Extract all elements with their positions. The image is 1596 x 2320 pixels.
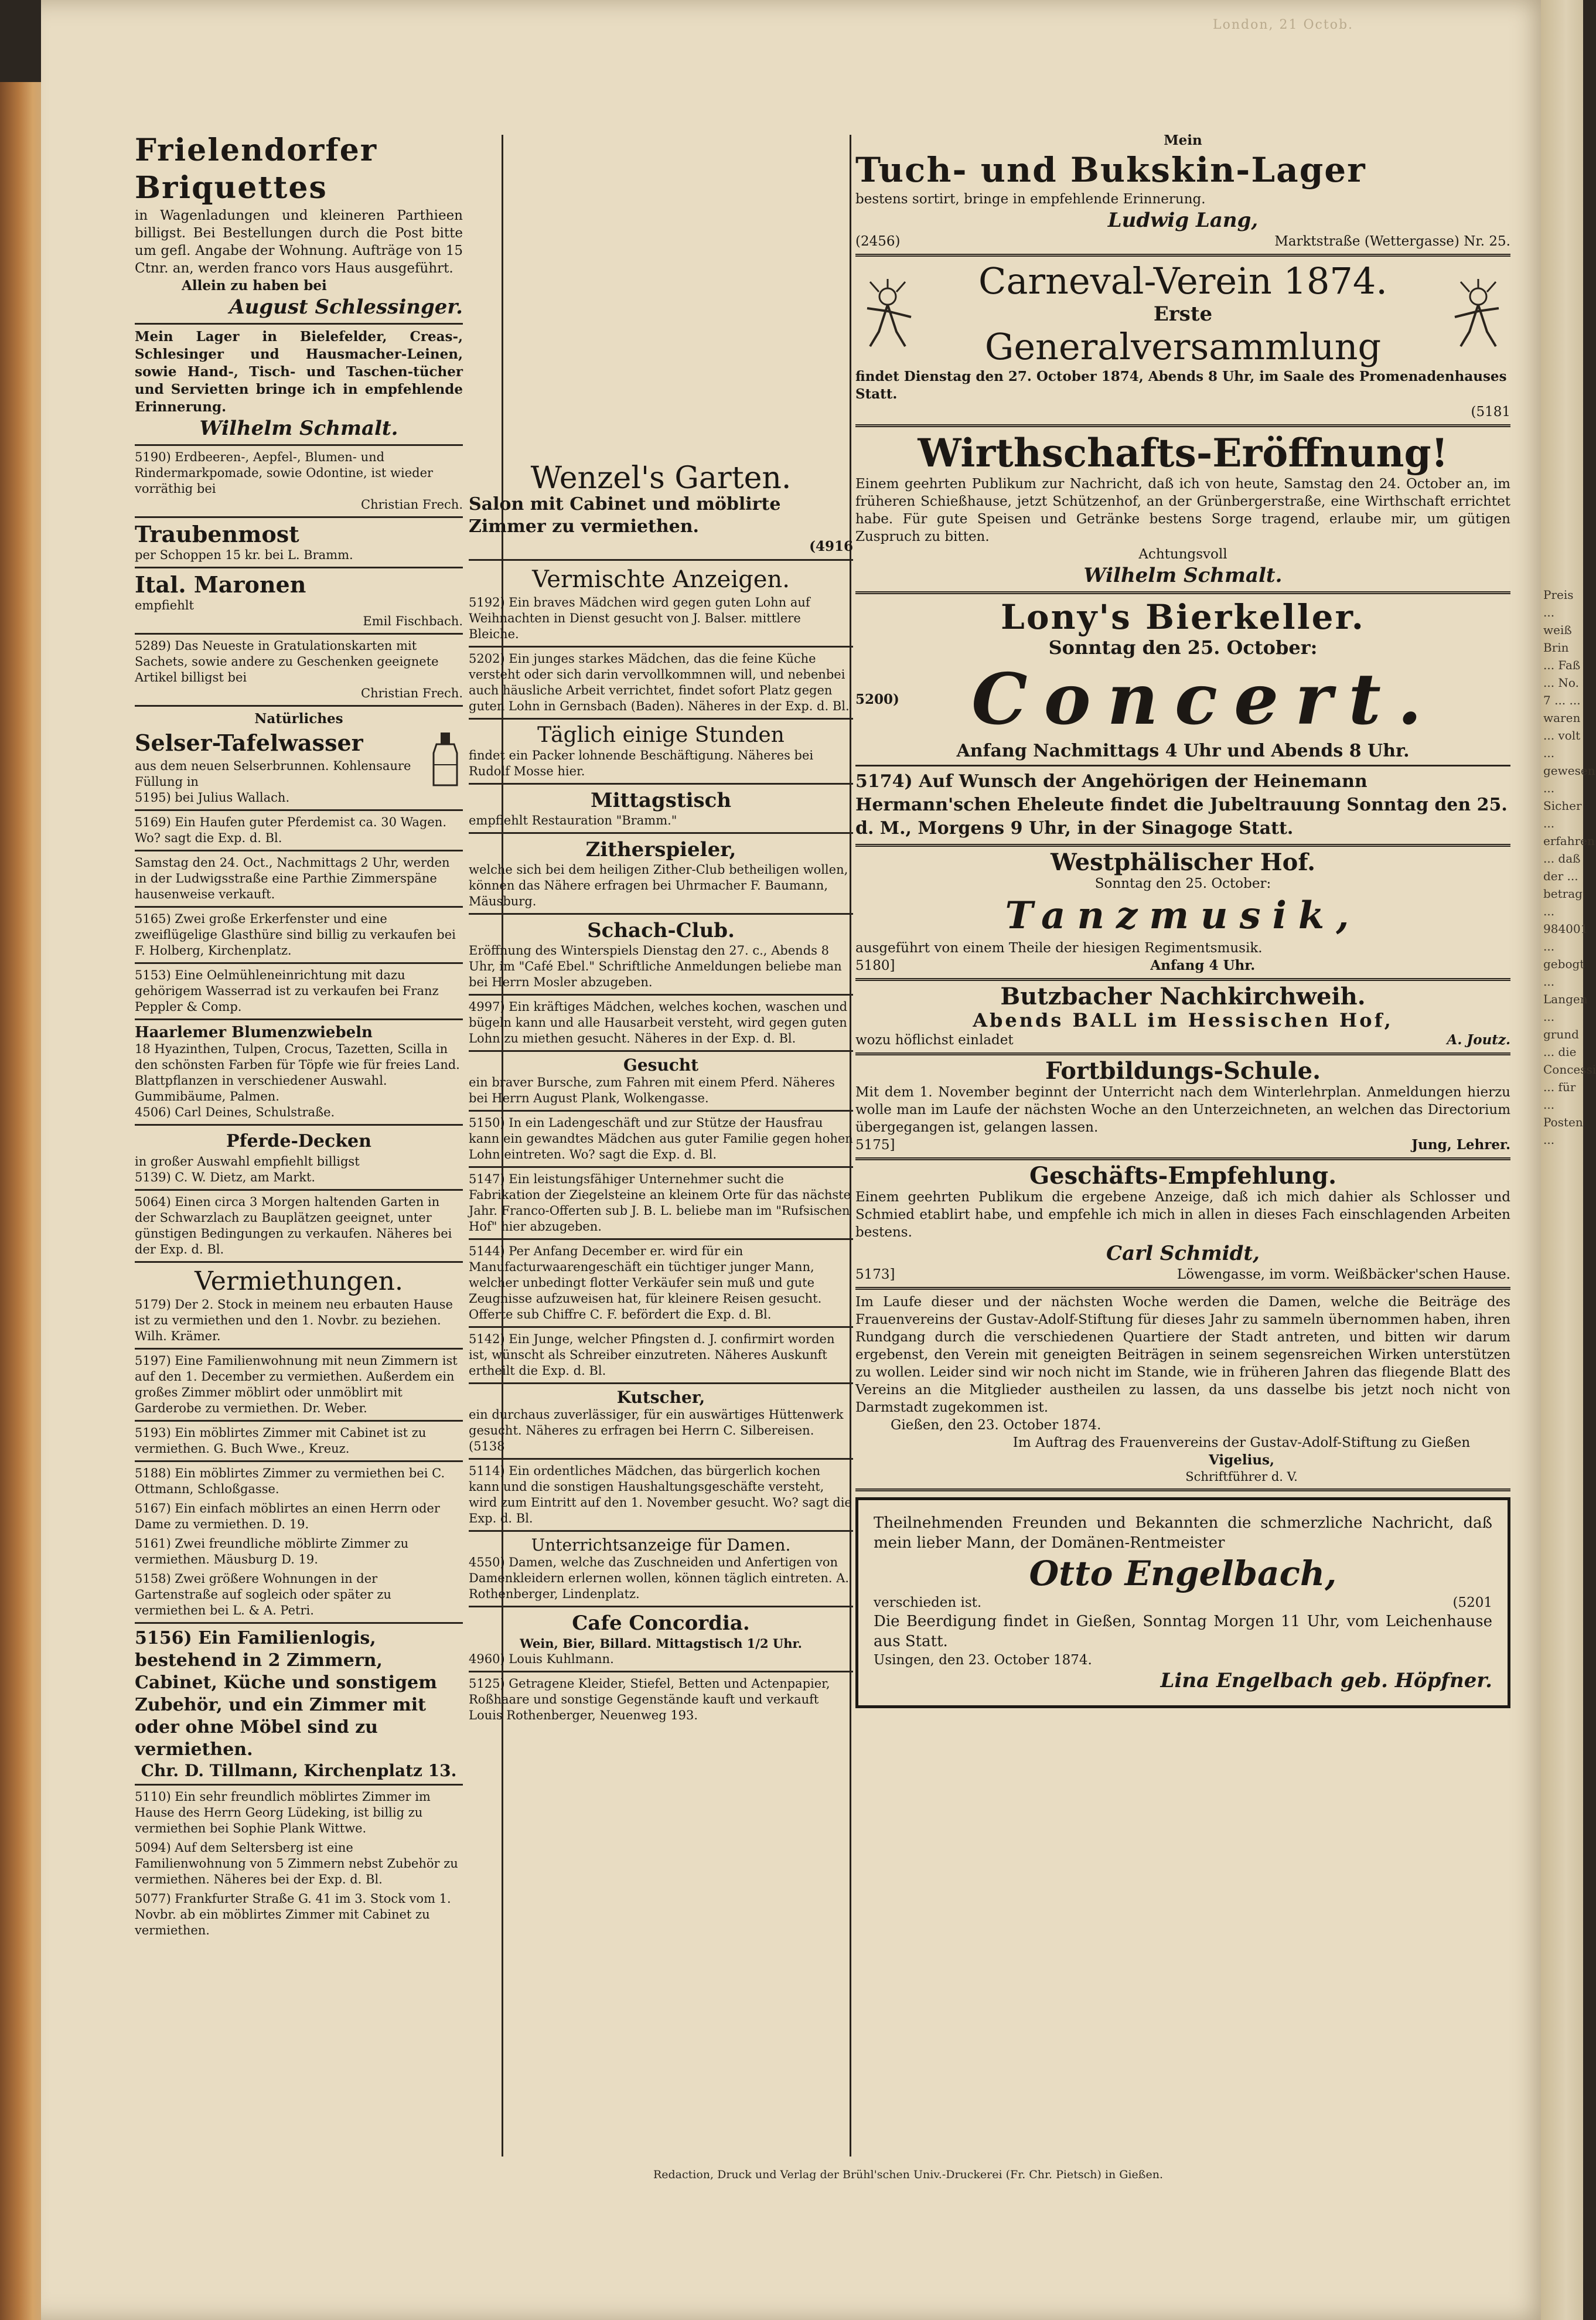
ad-title: Täglich einige Stunden	[537, 723, 785, 747]
ad-zimmerspaene: Samstag den 24. Oct., Nachmittags 2 Uhr, werden in der Ludwigsstraße eine Parthie Zimmerspäne hausenweise verkauft.	[135, 856, 450, 901]
ad-vermietung: 5110) Ein sehr freundlich möblirtes Zimmer im Hause des Herrn Georg Lüdeking, ist billig zu vermiethen bei Sophie Plank Wittwe.	[135, 1790, 431, 1835]
ad-signature: Chr. D. Tillmann, Kirchenplatz 13.	[141, 1761, 457, 1780]
ad-vermietung: 5179) Der 2. Stock in meinem neu erbauten Hause ist zu vermiethen und den 1. Novbr. zu beziehen. Wilh. Krämer.	[135, 1297, 453, 1343]
ad-wirthschaft	[855, 431, 1510, 588]
bottle-icon	[428, 730, 463, 788]
ad-title: Kutscher,	[616, 1388, 705, 1407]
ad-text: empfiehlt	[135, 598, 194, 612]
ad-altwaren: 5125) Getragene Kleider, Stiefel, Betten und Actenpapier, Roßhaare und sonstige Gegenstände kauft und verkauft Louis Rothenberger, Neuenweg 193.	[469, 1677, 830, 1722]
ad-title: Frielendorfer Briquettes	[135, 132, 378, 206]
ad-title: Wirthschafts-Eröffnung!	[918, 430, 1448, 476]
ad-zither	[469, 837, 853, 909]
ad-blumenzwiebeln	[135, 1024, 463, 1120]
notice-place: Usingen, den 23. October 1874.	[874, 1653, 1092, 1668]
ad-signature: Christian Frech.	[361, 686, 463, 700]
ad-butzbach	[855, 984, 1510, 1049]
ad-signature: Wilhelm Schmalt.	[1083, 564, 1283, 587]
ad-signature: Christian Frech.	[361, 498, 463, 512]
ad-vermietung: 5167) Ein einfach möblirtes an einen Herrn oder Dame zu vermiethen. D. 19.	[135, 1501, 440, 1531]
ad-stellenanzeige: 4997) Ein kräftiges Mädchen, welches kochen, waschen und bügeln kann und alle Hausarbeit versteht, wird gegen guten Lohn zu miethen gesucht. Näheres in der Exp. d. Bl.	[469, 1000, 848, 1045]
section-heading: Vermiethungen.	[195, 1266, 403, 1296]
ad-title: Wenzel's Garten.	[530, 461, 792, 496]
ad-kutscher	[469, 1388, 853, 1454]
ad-maronen	[135, 572, 463, 629]
ad-text: Mein Lager in Bielefelder, Creas-, Schlesinger und Hausmacher-Leinen, sowie Hand-, Tisch- und Taschen-tücher und Servietten bringe ich in empfehlende Erinnerung.	[135, 329, 463, 415]
ad-traubenmost	[135, 522, 463, 563]
ad-title: Ital. Maronen	[135, 571, 306, 598]
ad-text: Im Auftrag des Frauenvereins der Gustav-Adolf-Stiftung zu Gießen	[1012, 1435, 1471, 1450]
ad-text: 5289) Das Neueste in Gratulationskarten mit Sachets, sowie andere zu Geschenken geeignete Artikel billigst bei	[135, 639, 439, 684]
ad-carneval	[855, 260, 1510, 421]
ad-vermietung: 5188) Ein möblirtes Zimmer zu vermiethen bei C. Ottmann, Schloßgasse.	[135, 1466, 445, 1496]
ad-number: 5175]	[855, 1137, 895, 1153]
ad-signature: Carl Schmidt,	[1106, 1242, 1260, 1265]
ad-concert: Concert.	[971, 658, 1438, 741]
ad-number: 5180]	[855, 958, 895, 973]
ad-oelmuehle: 5153) Eine Oelmühleneinrichtung mit dazu gehörigem Wasserrad ist zu verkaufen bei Franz Peppler & Comp.	[135, 968, 439, 1014]
ad-pferdemist: 5169) Ein Haufen guter Pferdemist ca. 30 Wagen. Wo? sagt die Exp. d. Bl.	[135, 815, 447, 845]
ad-signature: 4960) Louis Kuhlmann.	[469, 1652, 614, 1666]
ad-text: Salon mit Cabinet und möblirte Zimmer zu vermiethen.	[469, 494, 781, 537]
ad-text: empfiehlt Restauration "Bramm."	[469, 813, 677, 827]
ad-text: bestens sortirt, bringe in empfehlende Erinnerung.	[855, 192, 1206, 207]
ad-title: Selser-Tafelwasser	[135, 730, 363, 756]
ad-lony-bierkeller	[855, 598, 1510, 761]
ad-number: (5201	[1452, 1595, 1492, 1610]
ad-text: in Wagenladungen und kleineren Parthieen billigst. Bei Bestellungen durch die Post bitte um gefl. Angabe der Wohnung. Aufträge von 15 Ctnr. an, werden franco vors Haus ausgeführt.	[135, 208, 463, 276]
ad-title: Pferde-Decken	[226, 1131, 371, 1152]
notice-text: Die Beerdigung findet in Gießen, Sonntag Morgen 11 Uhr, vom Leichenhause aus Statt.	[874, 1613, 1492, 1650]
ad-pferdedecken	[135, 1129, 463, 1185]
ad-text: welche sich bei dem heiligen Zither-Club betheiligen wollen, können das Nähere erfragen bei Uhrmacher F. Baumann, Mäusburg.	[469, 863, 848, 908]
ad-briquettes	[135, 132, 463, 319]
ad-stellenanzeige: 5150) In ein Ladengeschäft und zur Stütze der Hausfrau kann ein gewandtes Mädchen aus guter Familie gegen hohen Lohn eintreten. Wo? sagt die Exp. d. Bl.	[469, 1116, 853, 1161]
ad-title: Tuch- und Bukskin-Lager	[855, 150, 1366, 190]
ad-title: Westphälischer Hof.	[1050, 849, 1316, 876]
ad-title: Haarlemer Blumenzwiebeln	[135, 1024, 373, 1041]
ad-text: ein durchaus zuverlässiger, für ein auswärtiges Hüttenwerk gesucht. Näheres zu erfragen bei Herrn C. Silbereisen. (5138	[469, 1408, 844, 1453]
ad-stellenanzeige: 5114) Ein ordentliches Mädchen, das bürgerlich kochen kann und die sonstigen Haushaltungsgeschäfte versteht, wird zum Eintritt auf den 1. November gesucht. Wo? sagt die Exp. d. Bl.	[469, 1464, 852, 1525]
section-heading: Vermischte Anzeigen.	[532, 566, 790, 593]
ad-title: Schach-Club.	[587, 919, 735, 942]
book-edge	[0, 82, 47, 2320]
ad-title: Generalversammlung	[984, 325, 1382, 368]
ad-mittagstisch	[469, 788, 853, 829]
ad-text: Erste	[1153, 302, 1213, 326]
ad-text: Einem geehrten Publikum zur Nachricht, daß ich von heute, Samstag den 24. October an, im früheren Schießhause, jetzt Schützenhof, an der Grünbergerstraße, eine Wirthschaft errichtet habe. Für gute Speisen und Getränke bestens Sorge tragend, erlaube mir, um gütigen Zuspruch zu bitten.	[855, 476, 1510, 544]
ad-text: Mit dem 1. November beginnt der Unterricht nach dem Winterlehrplan. Anmeldungen hierzu wolle man im Laufe der nächsten Woche an den Unterzeichneten, an welchen das Directorium übergegangen ist, gelangen lassen.	[855, 1085, 1510, 1135]
ad-vermietung: 5094) Auf dem Seltersberg ist eine Familienwohnung von 5 Zimmern nebst Zubehör zu vermiethen. Näheres bei der Exp. d. Bl.	[135, 1841, 458, 1886]
ad-gratulation	[135, 638, 463, 701]
ad-garten: 5064) Einen circa 3 Morgen haltenden Garten in der Schwarzlach zu Bauplätzen geeignet, unter günstigen Bedingungen zu verkaufen. Näheres bei der Exp. d. Bl.	[135, 1195, 452, 1256]
ad-stellenanzeige: 5144) Per Anfang December er. wird für ein Manufacturwaarengeschäft ein tüchtiger junger Mann, welcher unbedingt flotter Verkäufer sein muß und gute Zeugnisse aufzuweisen hat, für kleinere Reisen gesucht. Offerte sub Chiffre C. F. befördert die Exp. d. Bl.	[469, 1244, 822, 1321]
ad-title: Mittagstisch	[590, 789, 732, 812]
ad-vermietung: 5077) Frankfurter Straße G. 41 im 3. Stock vom 1. Novbr. ab ein möblirtes Zimmer mit Cabinet zu vermiethen.	[135, 1892, 451, 1937]
ad-signature: Vigelius,	[1208, 1452, 1275, 1468]
ad-cafe	[469, 1611, 853, 1667]
ad-role: Schriftführer d. V.	[1185, 1470, 1298, 1484]
ad-vermietung: 5161) Zwei freundliche möblirte Zimmer zu vermiethen. Mäusburg D. 19.	[135, 1537, 409, 1566]
ad-address: Marktstraße (Wettergasse) Nr. 25.	[1274, 234, 1510, 249]
ad-unterricht	[469, 1535, 853, 1602]
adjacent-page-text: Preis ... weiß Brin ... Faß ... No. 7 ... ... waren ... volt ... gewesen ... Sicher ... erfahren ... daß der ... betrag ... 984001 ... gebogt ... Langen ... grund ... die Concessi ... für ... Posten ...	[1543, 588, 1596, 1147]
ad-title: Traubenmost	[135, 521, 299, 547]
ad-text: 5156) Ein Familienlogis, bestehend in 2 Zimmern, Cabinet, Küche und sonstigem Zubehör, und ein Zimmer mit oder ohne Möbel sind zu vermiethen.	[135, 1628, 437, 1760]
ad-signature: Emil Fischbach.	[363, 614, 463, 628]
ad-signature: 5195) bei Julius Wallach.	[135, 791, 290, 805]
ad-date: Sonntag den 25. October:	[1048, 636, 1318, 659]
bleed-through-header: London, 21 Octob.	[1213, 18, 1354, 32]
column-3	[855, 132, 1510, 1714]
jester-left-icon	[855, 279, 920, 349]
ad-title: Unterrichtsanzeige für Damen.	[531, 1535, 791, 1555]
ad-stellenanzeige: 5142) Ein Junge, welcher Pfingsten d. J. confirmirt worden ist, wünscht als Schreiber einzutreten. Näheres Auskunft ertheilt die Exp. d. Bl.	[469, 1332, 835, 1378]
ad-frauenverein	[855, 1293, 1510, 1485]
ad-lager	[135, 328, 463, 441]
ad-title: Gesucht	[623, 1055, 699, 1075]
ad-text: wozu höflichst einladet	[855, 1033, 1014, 1048]
ad-text: per Schoppen 15 kr. bei L. Bramm.	[135, 548, 353, 562]
ad-signature: Wilhelm Schmalt.	[199, 417, 398, 440]
adjacent-page-edge	[1541, 0, 1596, 2320]
ad-text: aus dem neuen Selserbrunnen. Kohlensaure Füllung in	[135, 759, 411, 789]
jester-right-icon	[1446, 279, 1510, 349]
ad-stellenanzeige: 5147) Ein leistungsfähiger Unternehmer sucht die Fabrikation der Ziegelsteine an kleinem Orte für das nächste Jahr. Franco-Offerten sub J. B. L. beliebe man im "Rufsischen Hof" hier abzugeben.	[469, 1172, 851, 1234]
ad-text: in großer Auswahl empfiehlt billigst	[135, 1154, 360, 1168]
ad-title: Cafe Concordia.	[572, 1612, 750, 1635]
ad-familienlogis	[135, 1627, 463, 1780]
ad-text: Einem geehrten Publikum die ergebene Anzeige, daß ich mich dahier als Schlosser und Schmied etablirt habe, und empfehle ich mich in allen in dieses Fach einschlagenden Arbeiten bestens.	[855, 1190, 1510, 1240]
ad-vermietung: 5193) Ein möblirtes Zimmer mit Cabinet ist zu vermiethen. G. Buch Wwe., Kreuz.	[135, 1426, 427, 1456]
column-2	[469, 463, 853, 1727]
ad-title: Carneval-Verein 1874.	[978, 260, 1387, 302]
imprint-footer: Redaction, Druck und Verlag der Brühl'schen Univ.-Druckerei (Fr. Chr. Pietsch) in Gießen.	[653, 2168, 1164, 2181]
ad-westphaelischer-hof	[855, 850, 1510, 975]
column-1	[135, 132, 463, 1942]
ad-number: (4916	[809, 539, 853, 554]
ad-signature: 5139) C. W. Dietz, am Markt.	[135, 1170, 316, 1184]
ad-text: Im Laufe dieser und der nächsten Woche werden die Damen, welche die Beiträge des Frauenvereins der Gustav-Adolf-Stiftung für dieses Jahr zu sammeln übernommen haben, ihren Rundgang durch die verschiedenen Quartiere der Stadt antreten, und bitten wir darum ergebenst, den Verein mit geneigten Beiträgen in seinem segensreichen Wirken unterstützen zu wollen. Leider sind wir noch nicht im Stande, wie in früheren Jahren das fliegende Blatt des Vereins an die Mitglieder austheilen zu lassen, da uns dasselbe bis jetzt noch nicht von Darmstadt zugekommen ist.	[855, 1294, 1510, 1415]
ad-fortbildung	[855, 1059, 1510, 1154]
ad-signature: A. Joutz.	[1447, 1032, 1510, 1048]
ad-text: Eröffnung des Winterspiels Dienstag den 27. c., Abends 8 Uhr, im "Café Ebel." Schriftliche Anmeldungen beliebe man bei Herrn Mosler abzugeben.	[469, 943, 842, 989]
ad-signature: August Schlessinger.	[229, 295, 463, 319]
ad-text: Wein, Bier, Billard. Mittagstisch 1/2 Uhr.	[520, 1636, 802, 1651]
ad-jubeltrauung: 5174) Auf Wunsch der Angehörigen der Heinemann Hermann'schen Eheleute findet die Jubeltrauung Sonntag den 25. d. M., Morgens 9 Uhr, in der Sinagoge Statt.	[855, 771, 1508, 839]
ad-text: findet ein Packer lohnende Beschäftigung. Näheres bei Rudolf Mosse hier.	[469, 748, 814, 778]
ad-geschaeft	[855, 1164, 1510, 1283]
ad-text: findet Dienstag den 27. October 1874, Abends 8 Uhr, im Saale des Promenadenhauses Statt.	[855, 369, 1507, 402]
ad-vermietung: 5197) Eine Familienwohnung mit neun Zimmern ist auf den 1. December zu vermiethen. Außerdem ein großes Zimmer möblirt oder unmöblirt mit Garderobe zu vermiethen. Dr. Weber.	[135, 1354, 458, 1415]
ad-time: Anfang 4 Uhr.	[1150, 958, 1256, 973]
ad-vermietung: 5158) Zwei größere Wohnungen in der Gartenstraße auf sogleich oder später zu vermiethen bei L. & A. Petri.	[135, 1572, 391, 1617]
ad-text: ausgeführt von einem Theile der hiesigen Regimentsmusik.	[855, 941, 1263, 956]
ad-greeting: Achtungsvoll	[1138, 547, 1227, 562]
ad-date: Sonntag den 25. October:	[1094, 876, 1271, 891]
ad-title: Fortbildungs-Schule.	[1045, 1057, 1321, 1085]
ad-pretitle: Natürliches	[254, 711, 343, 727]
ad-time: Anfang Nachmittags 4 Uhr und Abends 8 Uhr.	[956, 741, 1410, 761]
ad-number: 5200)	[855, 691, 899, 707]
ad-number: (2456)	[855, 234, 901, 249]
ad-text: 18 Hyazinthen, Tulpen, Crocus, Tazetten, Scilla in den schönsten Farben für Töpfe wie für freies Land. Blattpflanzen in verschiedener Auswahl. Gummibäume, Palmen.	[135, 1042, 460, 1103]
notice-signature: Lina Engelbach geb. Höpfner.	[1160, 1669, 1492, 1692]
notice-name: Otto Engelbach,	[1029, 1554, 1337, 1593]
ad-title: Lony's Bierkeller.	[1001, 597, 1365, 637]
ad-place: Gießen, den 23. October 1874.	[891, 1418, 1101, 1433]
ad-schach	[469, 918, 853, 990]
ad-selser	[135, 710, 463, 806]
ad-text: 4550) Damen, welche das Zuschneiden und Anfertigen von Damenkleidern erlernen wollen, können täglich eintreten. A. Rothenberger, Lindenplatz.	[469, 1555, 850, 1601]
ad-text: Allein zu haben bei	[182, 278, 327, 294]
ad-number: 5173]	[855, 1267, 895, 1282]
ad-tanzmusik: Tanzmusik,	[1005, 894, 1361, 938]
ad-stellenanzeige: 5202) Ein junges starkes Mädchen, das die feine Küche versteht oder sich darin vervollkommnen will, und nebenbei auch häusliche Arbeit verrichtet, findet sofort Platz gegen guten Lohn in Gernsbach (Baden). Näheres in der Exp. d. Bl.	[469, 652, 850, 713]
ad-address: Löwengasse, im vorm. Weißbäcker'schen Hause.	[1176, 1267, 1510, 1282]
ad-text: Abends BALL im Hessischen Hof,	[973, 1009, 1393, 1031]
ad-text: ein braver Bursche, zum Fahren mit einem Pferd. Näheres bei Herrn August Plank, Wolkengasse.	[469, 1075, 835, 1105]
ad-pomade	[135, 449, 463, 513]
ad-tuchlager	[855, 132, 1510, 250]
ad-gesucht	[469, 1055, 853, 1106]
ad-signature: Ludwig Lang,	[1107, 209, 1259, 232]
ad-pretitle: Mein	[1164, 132, 1202, 148]
notice-text: verschieden ist.	[874, 1595, 982, 1610]
ad-title: Geschäfts-Empfehlung.	[1029, 1162, 1337, 1190]
ad-number: (5181	[1471, 404, 1510, 420]
ad-text: 5190) Erdbeeren-, Aepfel-, Blumen- und Rindermarkpomade, sowie Odontine, ist wieder vorräthig bei	[135, 450, 434, 496]
death-notice	[855, 1497, 1510, 1708]
ad-erkerfenster: 5165) Zwei große Erkerfenster und eine zweiflügelige Glasthüre sind billig zu verkaufen bei F. Holberg, Kirchenplatz.	[135, 912, 456, 958]
ad-stellenanzeige: 5192) Ein braves Mädchen wird gegen guten Lohn auf Weihnachten in Dienst gesucht von J. Balser. mittlere Bleiche.	[469, 595, 810, 641]
notice-text: Theilnehmenden Freunden und Bekannten die schmerzliche Nachricht, daß mein lieber Mann, der Domänen-Rentmeister	[874, 1514, 1492, 1552]
ad-wenzel	[469, 463, 853, 556]
ad-title: Butzbacher Nachkirchweih.	[1000, 983, 1366, 1010]
ad-signature: Jung, Lehrer.	[1411, 1137, 1510, 1153]
ad-packer	[469, 723, 853, 779]
ad-signature: 4506) Carl Deines, Schulstraße.	[135, 1105, 335, 1119]
ad-title: Zitherspieler,	[585, 838, 736, 861]
